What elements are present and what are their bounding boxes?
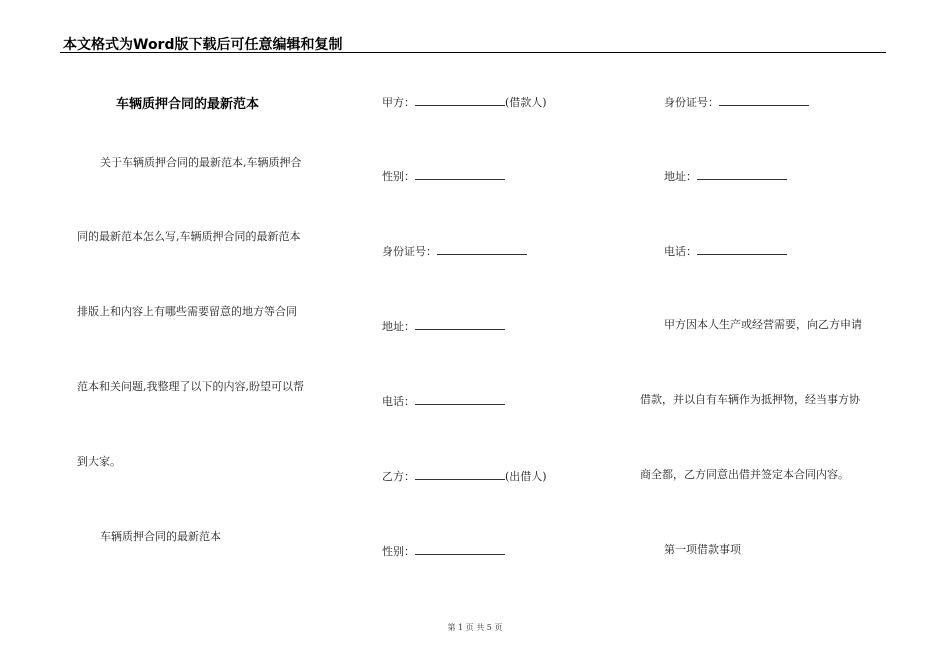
section-heading: 车辆质押合同的最新范本	[100, 530, 221, 543]
body-line: 同的最新范本怎么写,车辆质押合同的最新范本	[77, 230, 301, 243]
id-b-field	[664, 94, 809, 109]
field-label: 性别：	[382, 170, 415, 183]
body-line: 商全都，乙方同意出借并签定本合同内容。	[640, 468, 849, 481]
page-footer: 第 1 页 共 5 页	[447, 623, 503, 632]
header-rule	[60, 52, 886, 53]
body-line: 范本和关问题,我整理了以下的内容,盼望可以帮	[77, 380, 304, 393]
document-title: 车辆质押合同的最新范本	[116, 97, 260, 112]
fill-blank	[719, 94, 809, 106]
fill-blank	[415, 318, 505, 330]
body-line: 甲方因本人生产或经营需要，向乙方申请	[664, 318, 862, 331]
fill-blank	[415, 168, 505, 180]
field-label: 地址：	[664, 170, 697, 183]
gender-b-field	[382, 543, 505, 558]
field-role: (借款人)	[505, 96, 547, 109]
fill-blank	[697, 168, 787, 180]
field-label: 乙方：	[382, 470, 415, 483]
fill-blank	[415, 468, 505, 480]
address-b-field	[664, 168, 787, 183]
field-label: 身份证号：	[382, 245, 437, 258]
phone-b-field	[664, 243, 787, 258]
fill-blank	[437, 243, 527, 255]
party-b-field	[382, 468, 547, 483]
document-header: 本文格式为Word版下载后可任意编辑和复制	[63, 37, 343, 53]
body-line: 借款，并以自有车辆作为抵押物，经当事方协	[640, 393, 860, 406]
field-label: 身份证号：	[664, 96, 719, 109]
field-label: 电话：	[664, 245, 697, 258]
field-label: 性别：	[382, 545, 415, 558]
body-line: 到大家。	[77, 455, 121, 468]
fill-blank	[415, 393, 505, 405]
field-label: 甲方：	[382, 96, 415, 109]
gender-a-field	[382, 168, 505, 183]
field-role: (出借人)	[505, 470, 547, 483]
id-a-field	[382, 243, 527, 258]
fill-blank	[415, 94, 505, 106]
body-line: 排版上和内容上有哪些需要留意的地方等合同	[77, 305, 297, 318]
body-line: 关于车辆质押合同的最新范本,车辆质押合	[100, 156, 302, 169]
fill-blank	[415, 543, 505, 555]
field-label: 电话：	[382, 395, 415, 408]
party-a-field	[382, 94, 547, 109]
fill-blank	[697, 243, 787, 255]
address-a-field	[382, 318, 505, 333]
field-label: 地址：	[382, 320, 415, 333]
section-heading: 第一项借款事项	[664, 543, 741, 556]
phone-a-field	[382, 393, 505, 408]
